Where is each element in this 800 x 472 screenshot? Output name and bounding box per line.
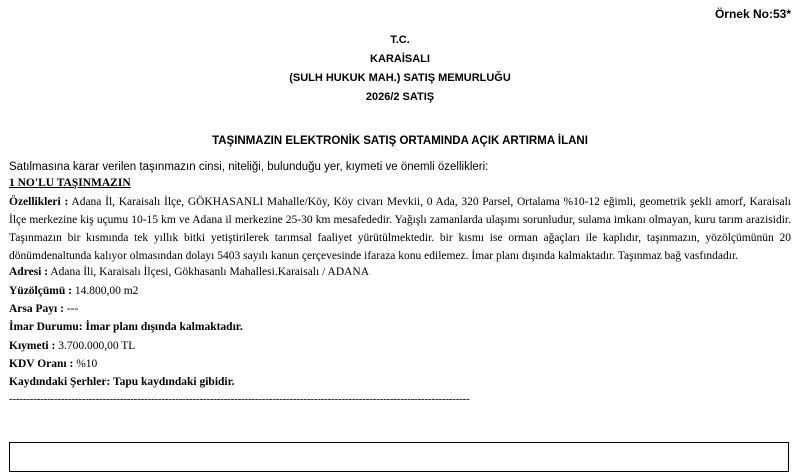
property-heading: 1 NO'LU TAŞINMAZIN [9, 177, 131, 189]
share-label: Arsa Payı : [9, 303, 64, 315]
dashed-divider: ------------------------------------------------------------------------------------------------------------------------------------- [9, 393, 470, 405]
value-label: Kıymeti : [9, 340, 56, 352]
header-file-number: 2026/2 SATIŞ [365, 91, 435, 103]
header-block [0, 31, 800, 107]
share-value: --- [63, 303, 79, 315]
annotations-label: Kaydındaki Şerhler: [9, 376, 111, 388]
vat-value: %10 [73, 358, 98, 370]
features-value: Adana İl, Karaisalı İlçe, GÖKHASANLI Mahalle/Köy, Köy civarı Mevkii, 0 Ada, 320 Parsel, Ortalama %10-12 eğimli, geometrik şekli amorf, Karaisalı İlçe merkezine kiş uçumu 10-15 km ve Adana il merkezine 25-30 km mesafededir. Yağışlı zamanlarda ulaşımı sorunludur, sulama imkanı olmayan, kuru tarım arazisidir. Taşınmazın bir kısmında tek yıllık bitki yetiştirilerek tarımsal faaliyet yürütülmektedir. bir kısmı ise orman ağaçları ile kaplıdır, taşınmazın, yözölçümünün 20 dönümdenaltunda kalıyor olmasından dolayı 5403 sayılı kanun çerçevesinde ifaraza konu edilemez. İmar planı dışında kalmaktadır. Taşınmaz bağ vasfındadır. [9, 196, 791, 262]
address-value: Adana İli, Karaisalı İlçesi, Gökhasanlı Mahallesi.Karaisalı / ADANA [48, 266, 370, 278]
value-amount: 3.700.000,00 TL [55, 340, 136, 352]
header-office: (SULH HUKUK MAH.) SATIŞ MEMURLUĞU [289, 72, 511, 84]
header-karaisali: KARAİSALI [370, 53, 430, 65]
ornek-number: Örnek No:53* [714, 7, 791, 21]
zoning-label: İmar Durumu: [9, 321, 83, 333]
property-features [9, 193, 791, 265]
intro-text: Satılmasına karar verilen taşınmazın cinsi, niteliği, bulunduğu yer, kıymeti ve önemli özellikleri: [9, 161, 489, 173]
vat-field [9, 358, 97, 370]
value-field [9, 340, 135, 352]
zoning-field [9, 321, 243, 333]
area-value: 14.800,00 m2 [71, 285, 139, 297]
bordered-box [9, 442, 789, 472]
area-field [9, 285, 138, 297]
annotations-value: Tapu kaydındaki gibidir. [110, 376, 235, 388]
area-label: Yüzölçümü : [9, 285, 72, 297]
announcement-title: TAŞINMAZIN ELEKTRONİK SATIŞ ORTAMINDA AÇIK ARTIRMA İLANI [212, 135, 588, 147]
address-field [9, 266, 369, 278]
share-field [9, 303, 78, 315]
header-tc: T.C. [390, 34, 410, 46]
features-label: Özellikleri : [9, 196, 69, 208]
address-label: Adresi : [9, 266, 49, 278]
annotations-field [9, 376, 235, 388]
vat-label: KDV Oranı : [9, 358, 74, 370]
zoning-value: İmar planı dışında kalmaktadır. [82, 321, 243, 333]
